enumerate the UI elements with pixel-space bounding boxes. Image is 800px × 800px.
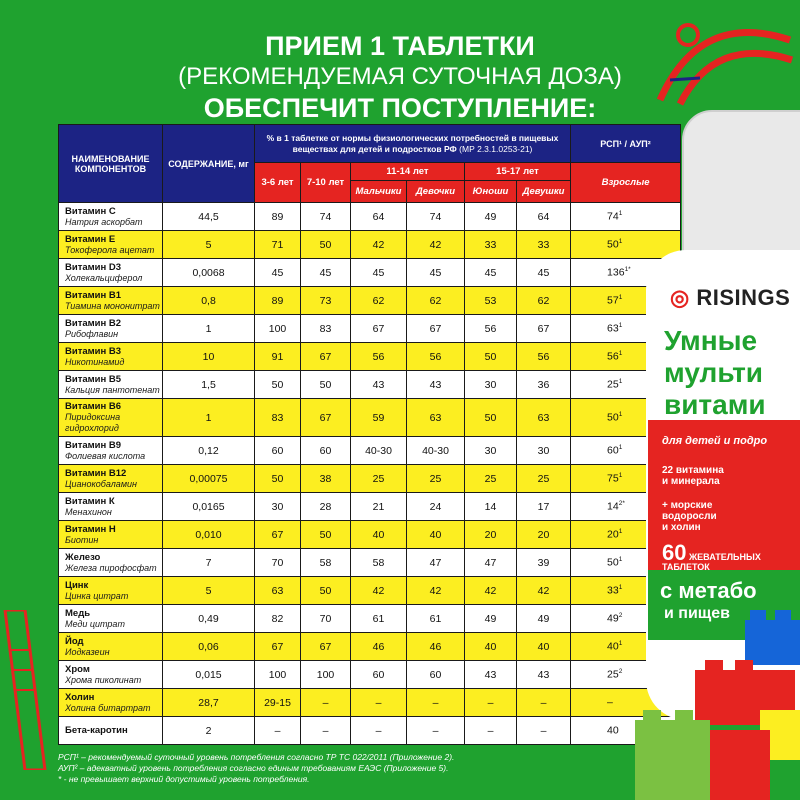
header-content: СОДЕРЖАНИЕ, мг [163,125,255,203]
table-row [59,315,681,343]
footnotes [58,752,658,785]
value-cell-e: 47 [465,549,517,577]
component-name: Бета-каротин [65,725,128,736]
value-cell-c: 60 [351,661,407,689]
component-form: Железа пирофосфат [65,562,157,573]
value-cell-c: 59 [351,399,407,437]
component-form: Менахинон [65,506,112,517]
jar-green-text-1: с метабо [660,578,757,603]
value-cell-content: 0,0068 [163,259,255,287]
value-cell-content: 28,7 [163,689,255,717]
value-cell-d: 56 [407,343,465,371]
value-cell-f: 64 [517,203,571,231]
value-cell-f: 49 [517,605,571,633]
value-cell-d: 67 [407,315,465,343]
component-name: Витамин B3 [65,345,122,357]
component-name: Витамин B2 [65,317,122,329]
component-name: Витамин E [65,233,116,245]
rsp-cell: $50^1$ [571,399,681,437]
table-row [59,399,681,437]
jar-heading-3: витами [664,389,766,420]
jar-text-extras: + морские водоросли и холин [662,500,717,533]
value-cell-b: 50 [301,371,351,399]
component-name: Витамин B6 [65,401,122,412]
value-cell-c: 21 [351,493,407,521]
value-cell-c: 25 [351,465,407,493]
title-line-1: ПРИЕМ 1 ТАБЛЕТКИ [265,31,535,61]
value-cell-d: 45 [407,259,465,287]
value-cell-content: 0,0165 [163,493,255,521]
value-cell-c: 42 [351,231,407,259]
value-cell-content: 5 [163,231,255,259]
component-name-cell [59,521,163,549]
value-cell-d: 74 [407,203,465,231]
value-cell-c: 40-30 [351,437,407,465]
value-cell-b: 38 [301,465,351,493]
component-name-cell [59,343,163,371]
value-cell-a: 50 [255,371,301,399]
component-name-cell [59,259,163,287]
component-name: Йод [65,635,84,647]
value-cell-a: 45 [255,259,301,287]
component-name: Витамин H [65,523,116,535]
value-cell-b: 50 [301,577,351,605]
rsp-cell: $74^1$ [571,203,681,231]
vitamins-table [58,124,681,745]
value-cell-c: – [351,717,407,745]
component-name-cell [59,577,163,605]
pencil-doodle-icon [0,610,60,770]
value-cell-d: – [407,717,465,745]
component-name-cell [59,549,163,577]
component-name: Витамин B9 [65,439,122,451]
header-boys: Мальчики [351,181,407,203]
value-cell-content: 0,12 [163,437,255,465]
table-row [59,231,681,259]
rsp-cell: $56^1$ [571,343,681,371]
table-row [59,661,681,689]
value-cell-e: 42 [465,577,517,605]
rsp-cell: $57^1$ [571,287,681,315]
value-cell-content: 0,010 [163,521,255,549]
table-row [59,493,681,521]
value-cell-c: 42 [351,577,407,605]
component-name: Железо [65,551,101,563]
value-cell-content: 0,06 [163,633,255,661]
value-cell-d: 40 [407,521,465,549]
component-form: Цинка цитрат [65,590,129,601]
jar-heading-1: Умные [664,325,758,356]
value-cell-b: 60 [301,437,351,465]
value-cell-e: 56 [465,315,517,343]
table-row [59,287,681,315]
value-cell-e: 45 [465,259,517,287]
header-adults: Взрослые [571,163,681,203]
component-name-cell [59,717,163,745]
component-name-cell [59,287,163,315]
component-form: Токоферола ацетат [65,244,155,255]
value-cell-a: 67 [255,521,301,549]
value-cell-a: 89 [255,203,301,231]
value-cell-e: 50 [465,399,517,437]
value-cell-b: 70 [301,605,351,633]
component-name-cell [59,371,163,399]
rsp-cell: $25^2$ [571,661,681,689]
value-cell-a: 70 [255,549,301,577]
value-cell-e: 53 [465,287,517,315]
value-cell-c: 45 [351,259,407,287]
value-cell-c: 67 [351,315,407,343]
value-cell-e: 40 [465,633,517,661]
component-name-cell [59,493,163,521]
header-name: НАИМЕНОВАНИЕ КОМПОНЕНТОВ [59,125,163,203]
component-name-cell [59,465,163,493]
value-cell-d: 43 [407,371,465,399]
value-cell-b: 67 [301,633,351,661]
table-row [59,717,681,745]
header-age-15-17: 15-17 лет [465,163,571,181]
table-row [59,605,681,633]
value-cell-f: 42 [517,577,571,605]
value-cell-a: 63 [255,577,301,605]
value-cell-content: 2 [163,717,255,745]
component-name-cell [59,437,163,465]
value-cell-content: 0,49 [163,605,255,633]
value-cell-a: 82 [255,605,301,633]
value-cell-f: 20 [517,521,571,549]
rsp-cell: $33^1$ [571,577,681,605]
value-cell-a: 100 [255,661,301,689]
value-cell-d: 47 [407,549,465,577]
value-cell-f: 39 [517,549,571,577]
value-cell-content: 0,00075 [163,465,255,493]
value-cell-c: 46 [351,633,407,661]
value-cell-content: 1 [163,315,255,343]
table-row [59,259,681,287]
rsp-cell: $14^{2*}$ [571,493,681,521]
value-cell-e: 49 [465,203,517,231]
value-cell-d: 25 [407,465,465,493]
table-row [59,371,681,399]
table-row [59,465,681,493]
value-cell-b: 28 [301,493,351,521]
component-name: Витамин B12 [65,467,127,479]
component-form: Никотинамид [65,356,125,367]
jar-lid [682,110,800,260]
value-cell-c: – [351,689,407,717]
footnote-2: АУП² – адекватный уровень потребления согласно единым требованиям ЕАЭС (Приложение 5). [58,763,449,773]
value-cell-a: 71 [255,231,301,259]
value-cell-f: 33 [517,231,571,259]
table-row [59,343,681,371]
rsp-cell: $50^1$ [571,549,681,577]
value-cell-content: 10 [163,343,255,371]
value-cell-b: 67 [301,343,351,371]
jar-text-vitamins: 22 витамина и минерала [662,465,724,487]
component-name-cell [59,399,163,437]
value-cell-a: 100 [255,315,301,343]
component-name-cell [59,203,163,231]
value-cell-c: 61 [351,605,407,633]
component-name: Хром [65,663,90,675]
component-name-cell [59,605,163,633]
value-cell-a: 91 [255,343,301,371]
value-cell-a: 30 [255,493,301,521]
header-youths: Юноши [465,181,517,203]
value-cell-f: 36 [517,371,571,399]
value-cell-a: 83 [255,399,301,437]
rsp-cell: $136^{1*}$ [571,259,681,287]
rsp-cell: – [571,689,681,717]
header-percent: % в 1 таблетке от нормы физиологических потребностей в пищевых веществах для детей и подростков РФ (МР 2.3.1.0253-21) [255,125,571,163]
rsp-cell: $50^1$ [571,231,681,259]
component-name: Холин [65,691,95,703]
rsp-cell: 40 [571,717,681,745]
rsp-cell: $60^1$ [571,437,681,465]
value-cell-d: 42 [407,577,465,605]
value-cell-b: 74 [301,203,351,231]
component-name-cell [59,231,163,259]
component-form: Биотин [65,534,99,545]
rsp-cell: $49^2$ [571,605,681,633]
value-cell-f: 45 [517,259,571,287]
value-cell-e: 49 [465,605,517,633]
value-cell-b: 58 [301,549,351,577]
value-cell-c: 58 [351,549,407,577]
component-name: Медь [65,607,91,619]
table-row [59,437,681,465]
value-cell-content: 1 [163,399,255,437]
toy-bricks-icon [635,610,800,800]
value-cell-content: 5 [163,577,255,605]
value-cell-b: 73 [301,287,351,315]
value-cell-d: 63 [407,399,465,437]
value-cell-a: 50 [255,465,301,493]
header-rsp: РСП¹ / АУП² [571,125,681,163]
value-cell-c: 64 [351,203,407,231]
value-cell-f: 63 [517,399,571,437]
value-cell-e: 20 [465,521,517,549]
value-cell-a: 89 [255,287,301,315]
value-cell-c: 56 [351,343,407,371]
component-name-cell [59,633,163,661]
value-cell-e: 50 [465,343,517,371]
value-cell-b: 100 [301,661,351,689]
value-cell-d: 46 [407,633,465,661]
component-form: Меди цитрат [65,618,125,629]
value-cell-e: 14 [465,493,517,521]
component-form: Холина битартрат [65,702,151,713]
component-form: Иодказеин [65,646,110,657]
jar-green-text-2: и пищев [664,605,731,622]
value-cell-e: 25 [465,465,517,493]
value-cell-content: 0,8 [163,287,255,315]
value-cell-f: – [517,717,571,745]
header-age-7-10: 7-10 лет [301,163,351,203]
rsp-cell: $20^1$ [571,521,681,549]
jar-text-tablets: 60 ЖЕВАТЕЛЬНЫХ ТАБЛЕТОК [662,540,761,572]
jar-heading-2: мульти [664,357,764,388]
jar-subtitle: для детей и подро [662,435,768,447]
value-cell-e: 30 [465,437,517,465]
value-cell-f: 67 [517,315,571,343]
title-line-2: (РЕКОМЕНДУЕМАЯ СУТОЧНАЯ ДОЗА) [178,63,622,90]
value-cell-f: 30 [517,437,571,465]
value-cell-e: – [465,689,517,717]
header-age-11-14: 11-14 лет [351,163,465,181]
value-cell-f: – [517,689,571,717]
value-cell-e: 43 [465,661,517,689]
value-cell-b: 83 [301,315,351,343]
component-form: Тиамина мононитрат [65,300,160,311]
header-girls: Девочки [407,181,465,203]
title-line-3: ОБЕСПЕЧИТ ПОСТУПЛЕНИЕ: [203,93,597,123]
jar-brand: ◎ RISINGS [670,285,791,310]
value-cell-content: 7 [163,549,255,577]
header-age-3-6: 3-6 лет [255,163,301,203]
value-cell-e: 30 [465,371,517,399]
table-row [59,521,681,549]
value-cell-f: 40 [517,633,571,661]
component-form: Хрома пиколинат [65,674,142,685]
value-cell-c: 40 [351,521,407,549]
component-form: Пиридоксина гидрохлорид [65,412,121,433]
value-cell-d: – [407,689,465,717]
value-cell-c: 43 [351,371,407,399]
component-form: Кальция пантотенат [65,384,160,395]
value-cell-content: 1,5 [163,371,255,399]
component-name: Витамин C [65,205,116,217]
component-name-cell [59,689,163,717]
table-row [59,203,681,231]
rsp-cell: $25^1$ [571,371,681,399]
table-row [59,577,681,605]
value-cell-d: 42 [407,231,465,259]
value-cell-d: 62 [407,287,465,315]
footnote-3: * - не превышает верхний допустимый уровень потребления. [58,774,310,784]
table-row [59,549,681,577]
value-cell-f: 56 [517,343,571,371]
component-name: Витамин К [65,495,115,507]
component-name-cell [59,661,163,689]
value-cell-f: 17 [517,493,571,521]
component-form: Цианокобаламин [65,478,137,489]
value-cell-e: 33 [465,231,517,259]
footnote-1: РСП¹ – рекомендуемый суточный уровень потребления согласно ТР ТС 022/2011 (Приложение 2). [58,752,455,762]
value-cell-b: 50 [301,231,351,259]
component-name: Витамин B5 [65,373,122,385]
value-cell-a: 60 [255,437,301,465]
value-cell-d: 60 [407,661,465,689]
value-cell-b: 50 [301,521,351,549]
component-form: Фолиевая кислота [65,450,146,461]
value-cell-c: 62 [351,287,407,315]
value-cell-a: 67 [255,633,301,661]
value-cell-b: – [301,717,351,745]
value-cell-content: 44,5 [163,203,255,231]
component-name-cell [59,315,163,343]
value-cell-d: 24 [407,493,465,521]
value-cell-b: 45 [301,259,351,287]
value-cell-a: – [255,717,301,745]
value-cell-d: 61 [407,605,465,633]
rsp-cell: $75^1$ [571,465,681,493]
component-name: Цинк [65,579,89,591]
table-row [59,633,681,661]
value-cell-f: 62 [517,287,571,315]
value-cell-b: – [301,689,351,717]
value-cell-b: 67 [301,399,351,437]
value-cell-f: 43 [517,661,571,689]
rsp-cell: $40^1$ [571,633,681,661]
value-cell-content: 0,015 [163,661,255,689]
value-cell-d: 40-30 [407,437,465,465]
header-young-women: Девушки [517,181,571,203]
value-cell-e: – [465,717,517,745]
rsp-cell: $63^1$ [571,315,681,343]
component-form: Рибофлавин [65,328,119,339]
component-form: Холекальциферол [65,272,143,283]
table-row [59,689,681,717]
value-cell-a: 29-15 [255,689,301,717]
component-form: Натрия аскорбат [65,216,143,227]
component-name: Витамин B1 [65,289,122,301]
value-cell-f: 25 [517,465,571,493]
component-name: Витамин D3 [65,261,122,273]
